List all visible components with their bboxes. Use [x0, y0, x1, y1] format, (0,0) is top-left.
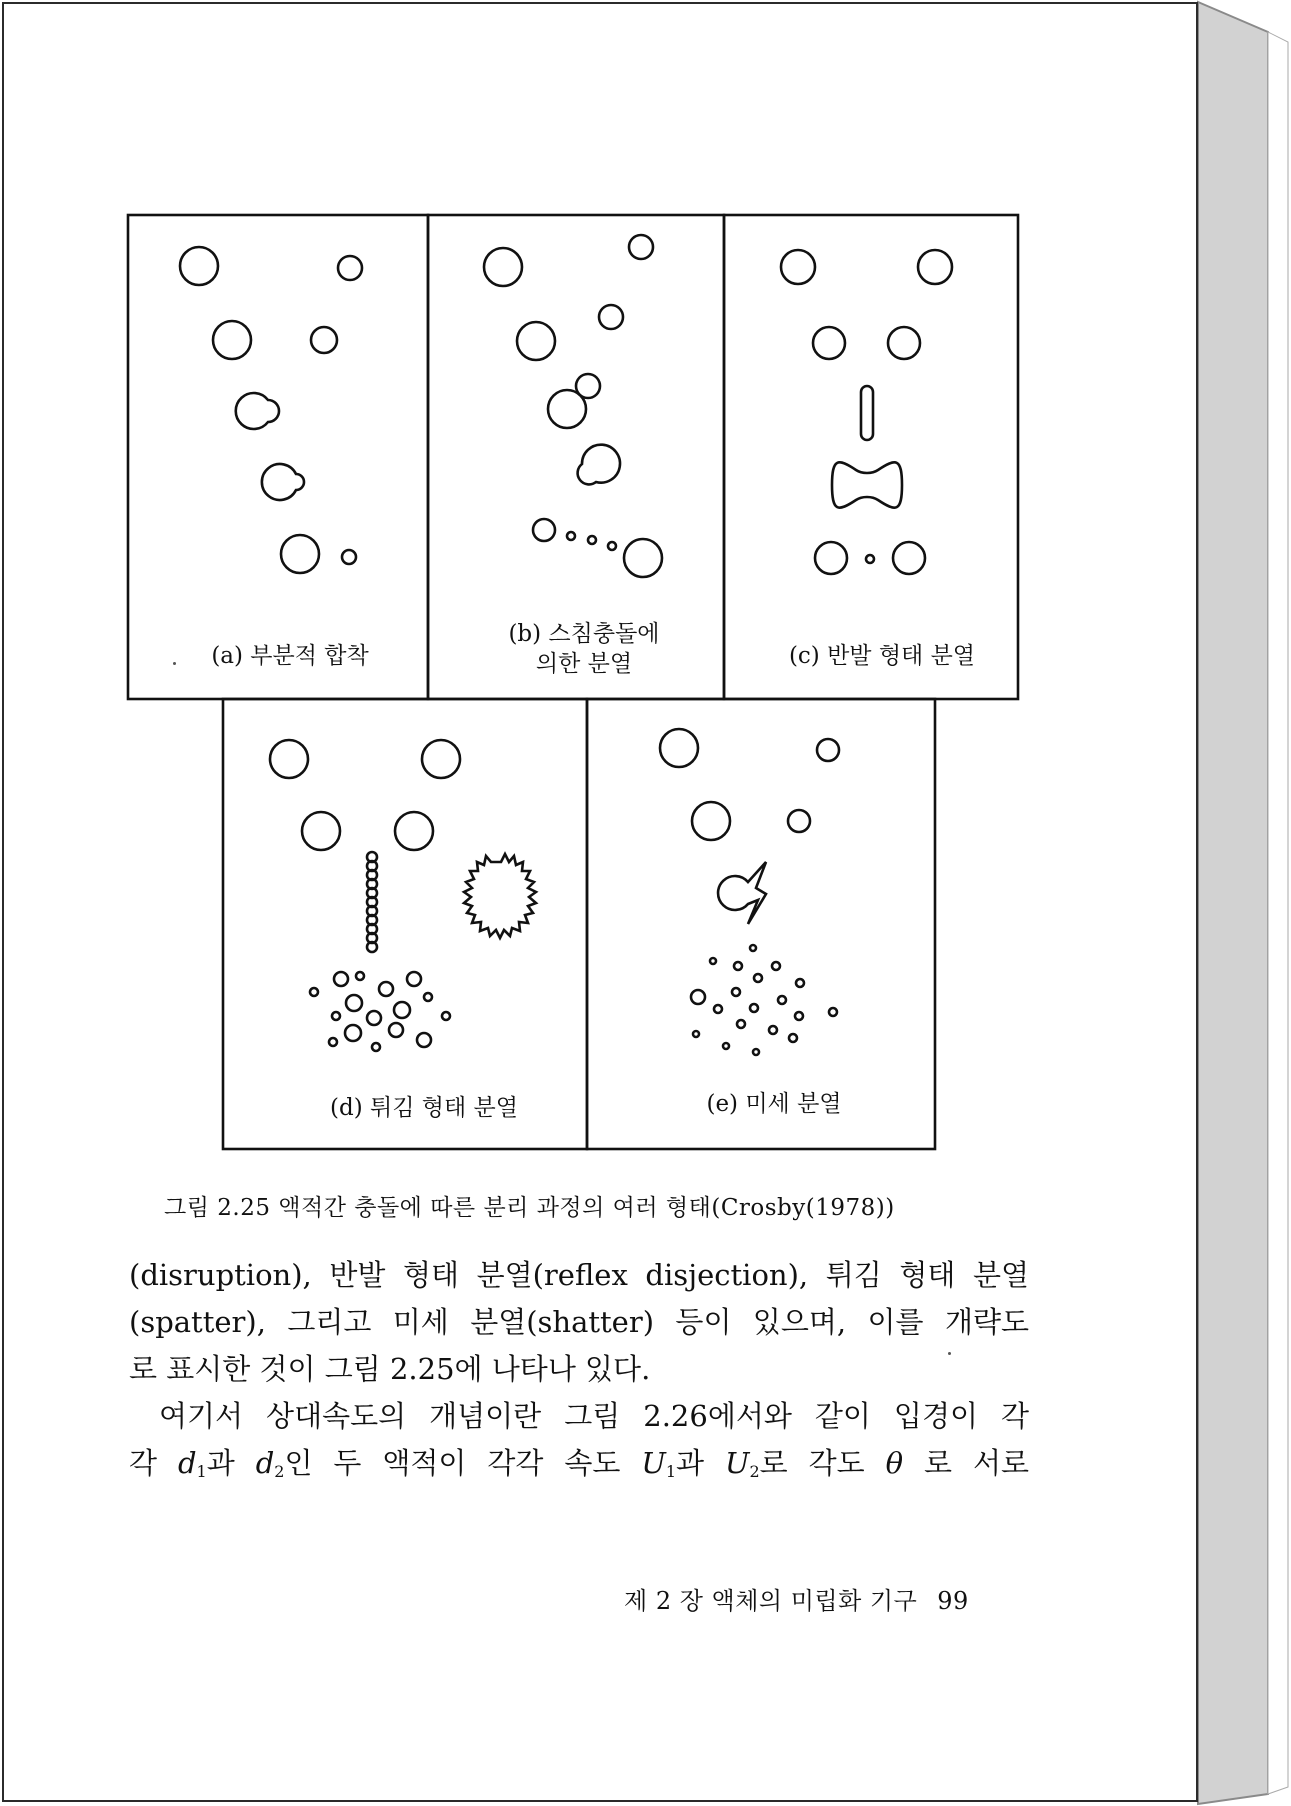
- panel-e-drops: [660, 729, 839, 1055]
- panel-c-frame: [724, 215, 1018, 699]
- symbol-u1: $U_1$: [641, 1446, 677, 1481]
- panel-d-caption: (d) 튀김 형태 분열: [330, 1095, 518, 1121]
- body-line-2: (spatter), 그리고 미세 분열(shatter) 등이 있으며, 이를 개략도: [129, 1305, 1029, 1339]
- symbol-u2: $U_2$: [724, 1446, 760, 1481]
- body-paragraph-2-line-1: 여기서 상대속도의 개념이란 그림 2.26에서와 같이 입경이 각: [159, 1399, 1029, 1433]
- symbol-d1: $d_1$: [177, 1446, 207, 1481]
- body-line-1: (disruption), 반발 형태 분열(reflex disjection), 튀김 형태 분열: [129, 1258, 1029, 1292]
- scan-speck: [173, 662, 176, 665]
- running-footer: [624, 1581, 969, 1616]
- panel-b-caption: (b) 스침충돌에 의한 분열: [508, 621, 660, 677]
- scan-speck: [948, 1352, 951, 1355]
- panel-d-frame: [223, 699, 587, 1149]
- body-line-3: 로 표시한 것이 그림 2.25에 나타나 있다.: [129, 1352, 651, 1386]
- symbol-theta: θ: [885, 1446, 904, 1480]
- panel-d-drops: [270, 740, 536, 1051]
- panel-a-frame: [128, 215, 428, 699]
- panel-e-frame: [587, 699, 935, 1149]
- panel-c-caption: (c) 반발 형태 분열: [788, 643, 976, 669]
- body-text: [129, 1252, 1029, 1495]
- panel-a-drops: [180, 247, 362, 573]
- book-edge: [1198, 2, 1291, 1804]
- body-paragraph-2-line-2: 각 $d_1$과 $d_2$인 두 액적이 각각 속도 $U_1$과 $U_2$로 각도 θ 로 서로: [129, 1446, 1029, 1481]
- panel-e-caption: (e) 미세 분열: [706, 1091, 842, 1117]
- panel-c-drops: [781, 250, 952, 574]
- page-number: 99: [937, 1587, 969, 1615]
- panel-a-caption: (a) 부분적 합착: [211, 643, 369, 669]
- book-page: [2, 2, 1198, 1802]
- chapter-title: 제 2 장 액체의 미립화 기구: [624, 1587, 918, 1615]
- panel-b-drops: [484, 235, 662, 577]
- figure-caption: 그림 2.25 액적간 충돌에 따른 분리 과정의 여러 형태(Crosby(1978)): [164, 1195, 895, 1221]
- figure-2-25: [4, 4, 1204, 1164]
- symbol-d2: $d_2$: [255, 1446, 285, 1481]
